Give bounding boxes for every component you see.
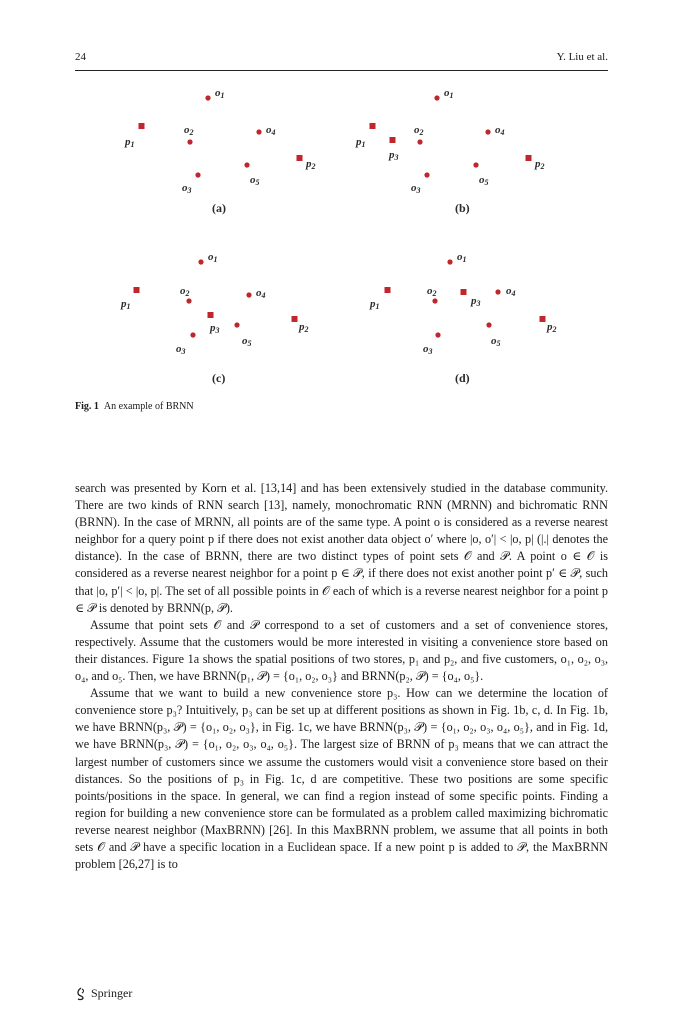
- page-footer: [75, 986, 132, 1001]
- svg-text:o5: o5: [250, 174, 260, 187]
- point-o5: [486, 322, 491, 327]
- point-o1: [447, 259, 452, 264]
- svg-text:p1: p1: [370, 298, 380, 311]
- point-o3: [195, 172, 200, 177]
- body-text: [75, 480, 608, 873]
- point-o3: [424, 172, 429, 177]
- svg-text:p2: p2: [535, 158, 545, 171]
- point-o4: [485, 129, 490, 134]
- svg-text:o2: o2: [184, 124, 194, 137]
- svg-text:o3: o3: [176, 343, 186, 356]
- svg-text:o2: o2: [427, 285, 437, 298]
- svg-text:o2: o2: [180, 285, 190, 298]
- point-o3: [435, 332, 440, 337]
- svg-text:o3: o3: [423, 343, 433, 356]
- paragraph-3: Assume that we want to build a new convenience store p₃. How can we determine the location of convenience store p₃? Intuitively, p₃ can be set up at different positions as shown in Fig. 1b, c, d. In Fig. 1b, we have BRNN(p₃, 𝒫) = {o₁, o₂, o₃}, in Fig. 1c, we have BRNN(p₃, 𝒫) = {o₁, o₂, o₃, o₄, o₅}, and in Fig. 1d, we have BRNN(p₃, 𝒫) = {o₁, o₂, o₃, o₄, o₅}. The largest size of BRNN of p₃ means that we can attract the largest number of customers since we assume the customers would visit a convenience store based on their distances. So the positions of p₃ in Fig. 1c, d are competitive. These two positions are some specific points/positions in the space. In general, we can find a region instead of some specific points. Finding a region for building a new convenience store can be formulated as a problem called maximizing bichromatic reverse nearest neighbor (MaxBRNN) [26]. In this MaxBRNN problem, we assume that all points in both sets 𝒪 and 𝒫 have a specific location in a Euclidean space. If a new point p is added to 𝒫, the MaxBRNN problem [26,27] is to: [75, 686, 608, 872]
- point-p3: [208, 312, 214, 318]
- point-o5: [234, 322, 239, 327]
- panel-c: [120, 251, 309, 385]
- svg-text:o4: o4: [506, 285, 516, 298]
- svg-text:o4: o4: [495, 124, 505, 137]
- svg-text:p3: p3: [389, 149, 399, 162]
- svg-text:p1: p1: [121, 298, 131, 311]
- svg-text:o3: o3: [411, 182, 421, 195]
- header-rule: [75, 70, 608, 71]
- panel-label-b: (b): [455, 201, 470, 215]
- caption-label: Fig. 1: [75, 401, 99, 412]
- point-o3: [190, 332, 195, 337]
- point-o2: [432, 298, 437, 303]
- svg-text:o5: o5: [479, 174, 489, 187]
- svg-text:o2: o2: [414, 124, 424, 137]
- point-p2: [297, 155, 303, 161]
- page-header: [75, 51, 608, 67]
- svg-text:o4: o4: [266, 124, 276, 137]
- point-o2: [187, 139, 192, 144]
- svg-text:o1: o1: [444, 87, 454, 100]
- svg-text:p2: p2: [299, 321, 309, 334]
- point-p2: [540, 316, 546, 322]
- svg-text:p1: p1: [356, 136, 366, 149]
- point-o2: [417, 139, 422, 144]
- paragraph-1: search was presented by Korn et al. [13,14] and has been extensively studied in the database community. There are two kinds of RNN search [13], namely, monochromatic RNN (MRNN) and bichromatic RNN (BRNN). In the case of MRNN, all points are of the same type. A point o is considered as a reverse nearest neighbor for a query point p if there does not exist another data object o′ where |o, o′| < |o, p| (|.| denotes the distance). In the case of BRNN, there are two distinct types of point sets 𝒪 and 𝒫. A point o ∈ 𝒪 is considered as a reverse nearest neighbor for a point p ∈ 𝒫, if there does not exist another point p′ ∈ 𝒫, such that |o, p′| < |o, p|. The set of all possible points in 𝒪 each of which is a reverse nearest neighbor for a point p ∈ 𝒫 is denoted by BRNN(p, 𝒫).: [75, 481, 608, 615]
- svg-text:o5: o5: [242, 335, 252, 348]
- figure-caption: [75, 401, 194, 412]
- svg-text:o4: o4: [256, 287, 266, 300]
- point-o4: [495, 289, 500, 294]
- svg-text:p3: p3: [471, 295, 481, 308]
- panel-a: [124, 87, 316, 215]
- svg-text:p3: p3: [210, 322, 220, 335]
- panel-d: [369, 251, 557, 385]
- svg-text:o5: o5: [491, 335, 501, 348]
- running-head: Y. Liu et al.: [556, 51, 608, 63]
- point-p2: [292, 316, 298, 322]
- svg-text:o3: o3: [182, 182, 192, 195]
- point-o5: [244, 162, 249, 167]
- label-o: o: [215, 87, 221, 99]
- panel-label-a: (a): [212, 201, 226, 215]
- point-p3: [390, 137, 396, 143]
- point-p1: [139, 123, 145, 129]
- point-o1: [434, 95, 439, 100]
- point-o4: [246, 292, 251, 297]
- svg-text:p1: p1: [125, 136, 135, 149]
- point-p1: [134, 287, 140, 293]
- paragraph-2: Assume that point sets 𝒪 and 𝒫 correspond to a set of customers and a set of convenience stores, respectively. Assume that the customers would be more interested in visiting a convenience store based on their distances. Figure 1a shows the spatial positions of two stores, p₁ and p₂, and five customers, o₁, o₂, o₃, o₄, and o₅. Then, we have BRNN(p₁, 𝒫) = {o₁, o₂, o₃} and BRNN(p₂, 𝒫) = {o₄, o₅}.: [75, 617, 608, 684]
- point-o5: [473, 162, 478, 167]
- point-o4: [256, 129, 261, 134]
- point-p1: [385, 287, 391, 293]
- svg-text:o1: o1: [457, 251, 467, 264]
- svg-text:p2: p2: [306, 158, 316, 171]
- point-o1: [205, 95, 210, 100]
- svg-text:o1: o1: [215, 87, 225, 100]
- panel-b: [355, 87, 545, 215]
- point-o1: [198, 259, 203, 264]
- panel-label-d: (d): [455, 371, 470, 385]
- figure-1: [0, 75, 683, 395]
- point-p2: [526, 155, 532, 161]
- svg-text:o1: o1: [208, 251, 218, 264]
- caption-text: An example of BRNN: [103, 401, 194, 412]
- point-o2: [186, 298, 191, 303]
- publisher-name: Springer: [91, 986, 133, 1000]
- page-number: 24: [75, 51, 86, 63]
- point-p3: [461, 289, 467, 295]
- panel-label-c: (c): [212, 371, 226, 385]
- svg-text:p2: p2: [547, 321, 557, 334]
- point-p1: [370, 123, 376, 129]
- springer-logo-icon: [75, 987, 87, 1001]
